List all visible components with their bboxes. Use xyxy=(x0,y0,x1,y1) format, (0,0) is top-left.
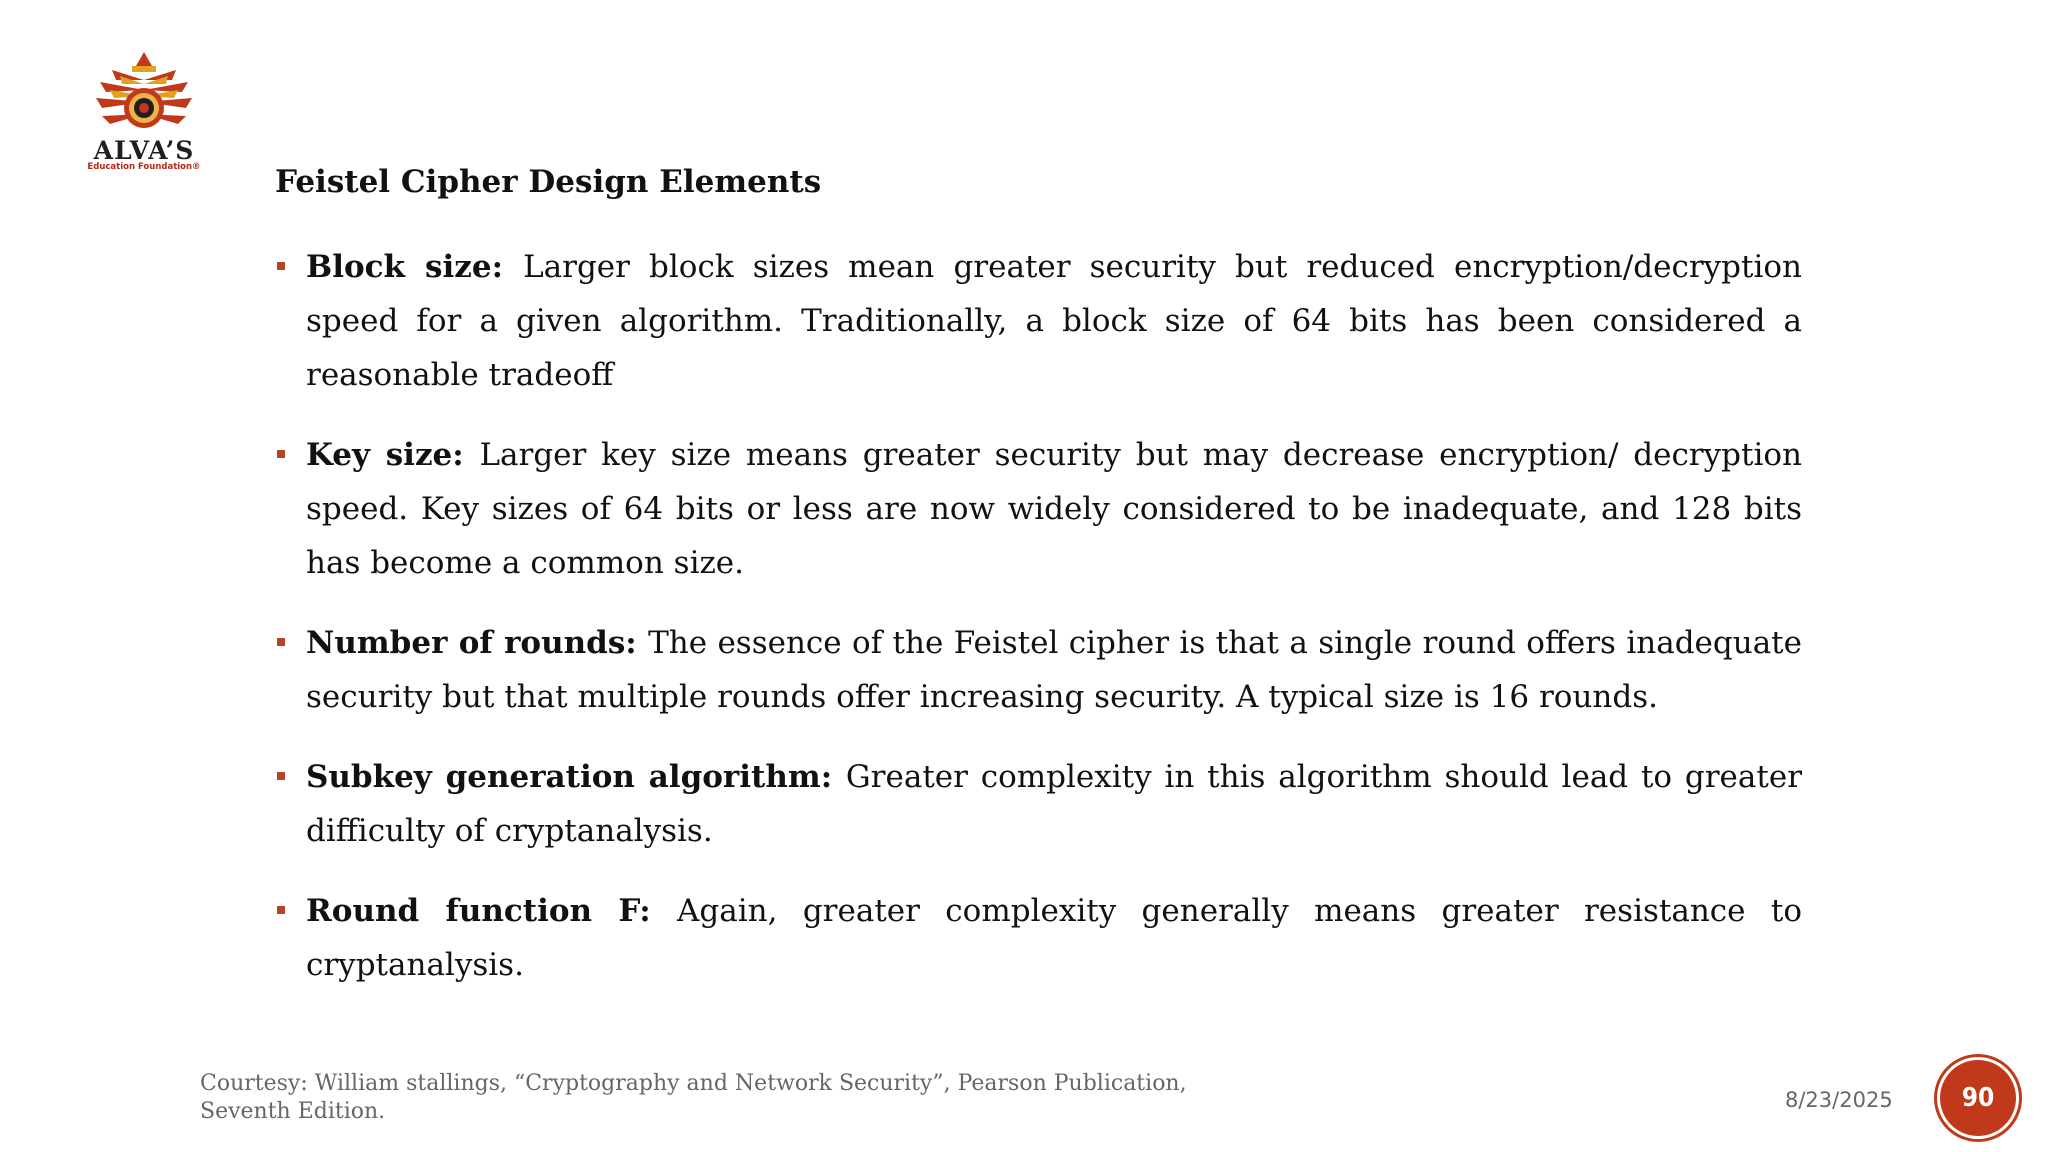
slide-date: 8/23/2025 xyxy=(1785,1088,1893,1112)
alvas-logo xyxy=(72,50,216,172)
page-number-badge xyxy=(1940,1060,2016,1136)
courtesy-note: Courtesy: William stallings, “Cryptography and Network Security”, Pearson Publication, Seventh Edition. xyxy=(200,1071,1187,1124)
lamp-emblem-icon xyxy=(72,50,216,140)
square-bullet-icon xyxy=(277,638,285,646)
logo-subtitle: Education Foundation® xyxy=(87,162,201,172)
bullet-item xyxy=(272,884,1802,992)
square-bullet-icon xyxy=(277,262,285,270)
bullet-text: Larger block sizes mean greater security but reduced encryption/decryption speed for a given algorithm. Traditionally, a block size of 64 bits has been considered a reasonable tradeoff xyxy=(306,249,1802,393)
bullet-text: The essence of the Feistel cipher is that a single round offers inadequate security but that multiple rounds offer increasing security. A typical size is 16 rounds. xyxy=(306,625,1802,715)
bullet-text: Greater complexity in this algorithm should lead to greater difficulty of cryptanalysis. xyxy=(306,759,1803,849)
bullet-term: Round function F: xyxy=(306,893,678,929)
square-bullet-icon xyxy=(277,772,285,780)
bullet-term: Subkey generation algorithm: xyxy=(306,759,846,795)
bullet-item xyxy=(272,616,1802,724)
logo-name: ALVA’S xyxy=(93,136,195,165)
page-number: 90 xyxy=(1961,1083,1995,1113)
bullet-term: Block size: xyxy=(306,249,524,285)
bullet-item xyxy=(272,750,1802,858)
square-bullet-icon xyxy=(277,906,285,914)
bullet-text: Larger key size means greater security but may decrease encryption/ decryption speed. Key sizes of 64 bits or less are now widely considered to be inadequate, and 128 bits has become a common size. xyxy=(306,437,1802,581)
bullet-term: Number of rounds: xyxy=(306,625,649,661)
bullet-list xyxy=(272,240,1802,1018)
bullet-item xyxy=(272,240,1802,402)
bullet-item xyxy=(272,428,1802,590)
bullet-term: Key size: xyxy=(306,437,480,473)
slide-title: Feistel Cipher Design Elements xyxy=(275,164,822,200)
bullet-text: Again, greater complexity generally means greater resistance to cryptanalysis. xyxy=(306,893,1802,983)
square-bullet-icon xyxy=(277,450,285,458)
